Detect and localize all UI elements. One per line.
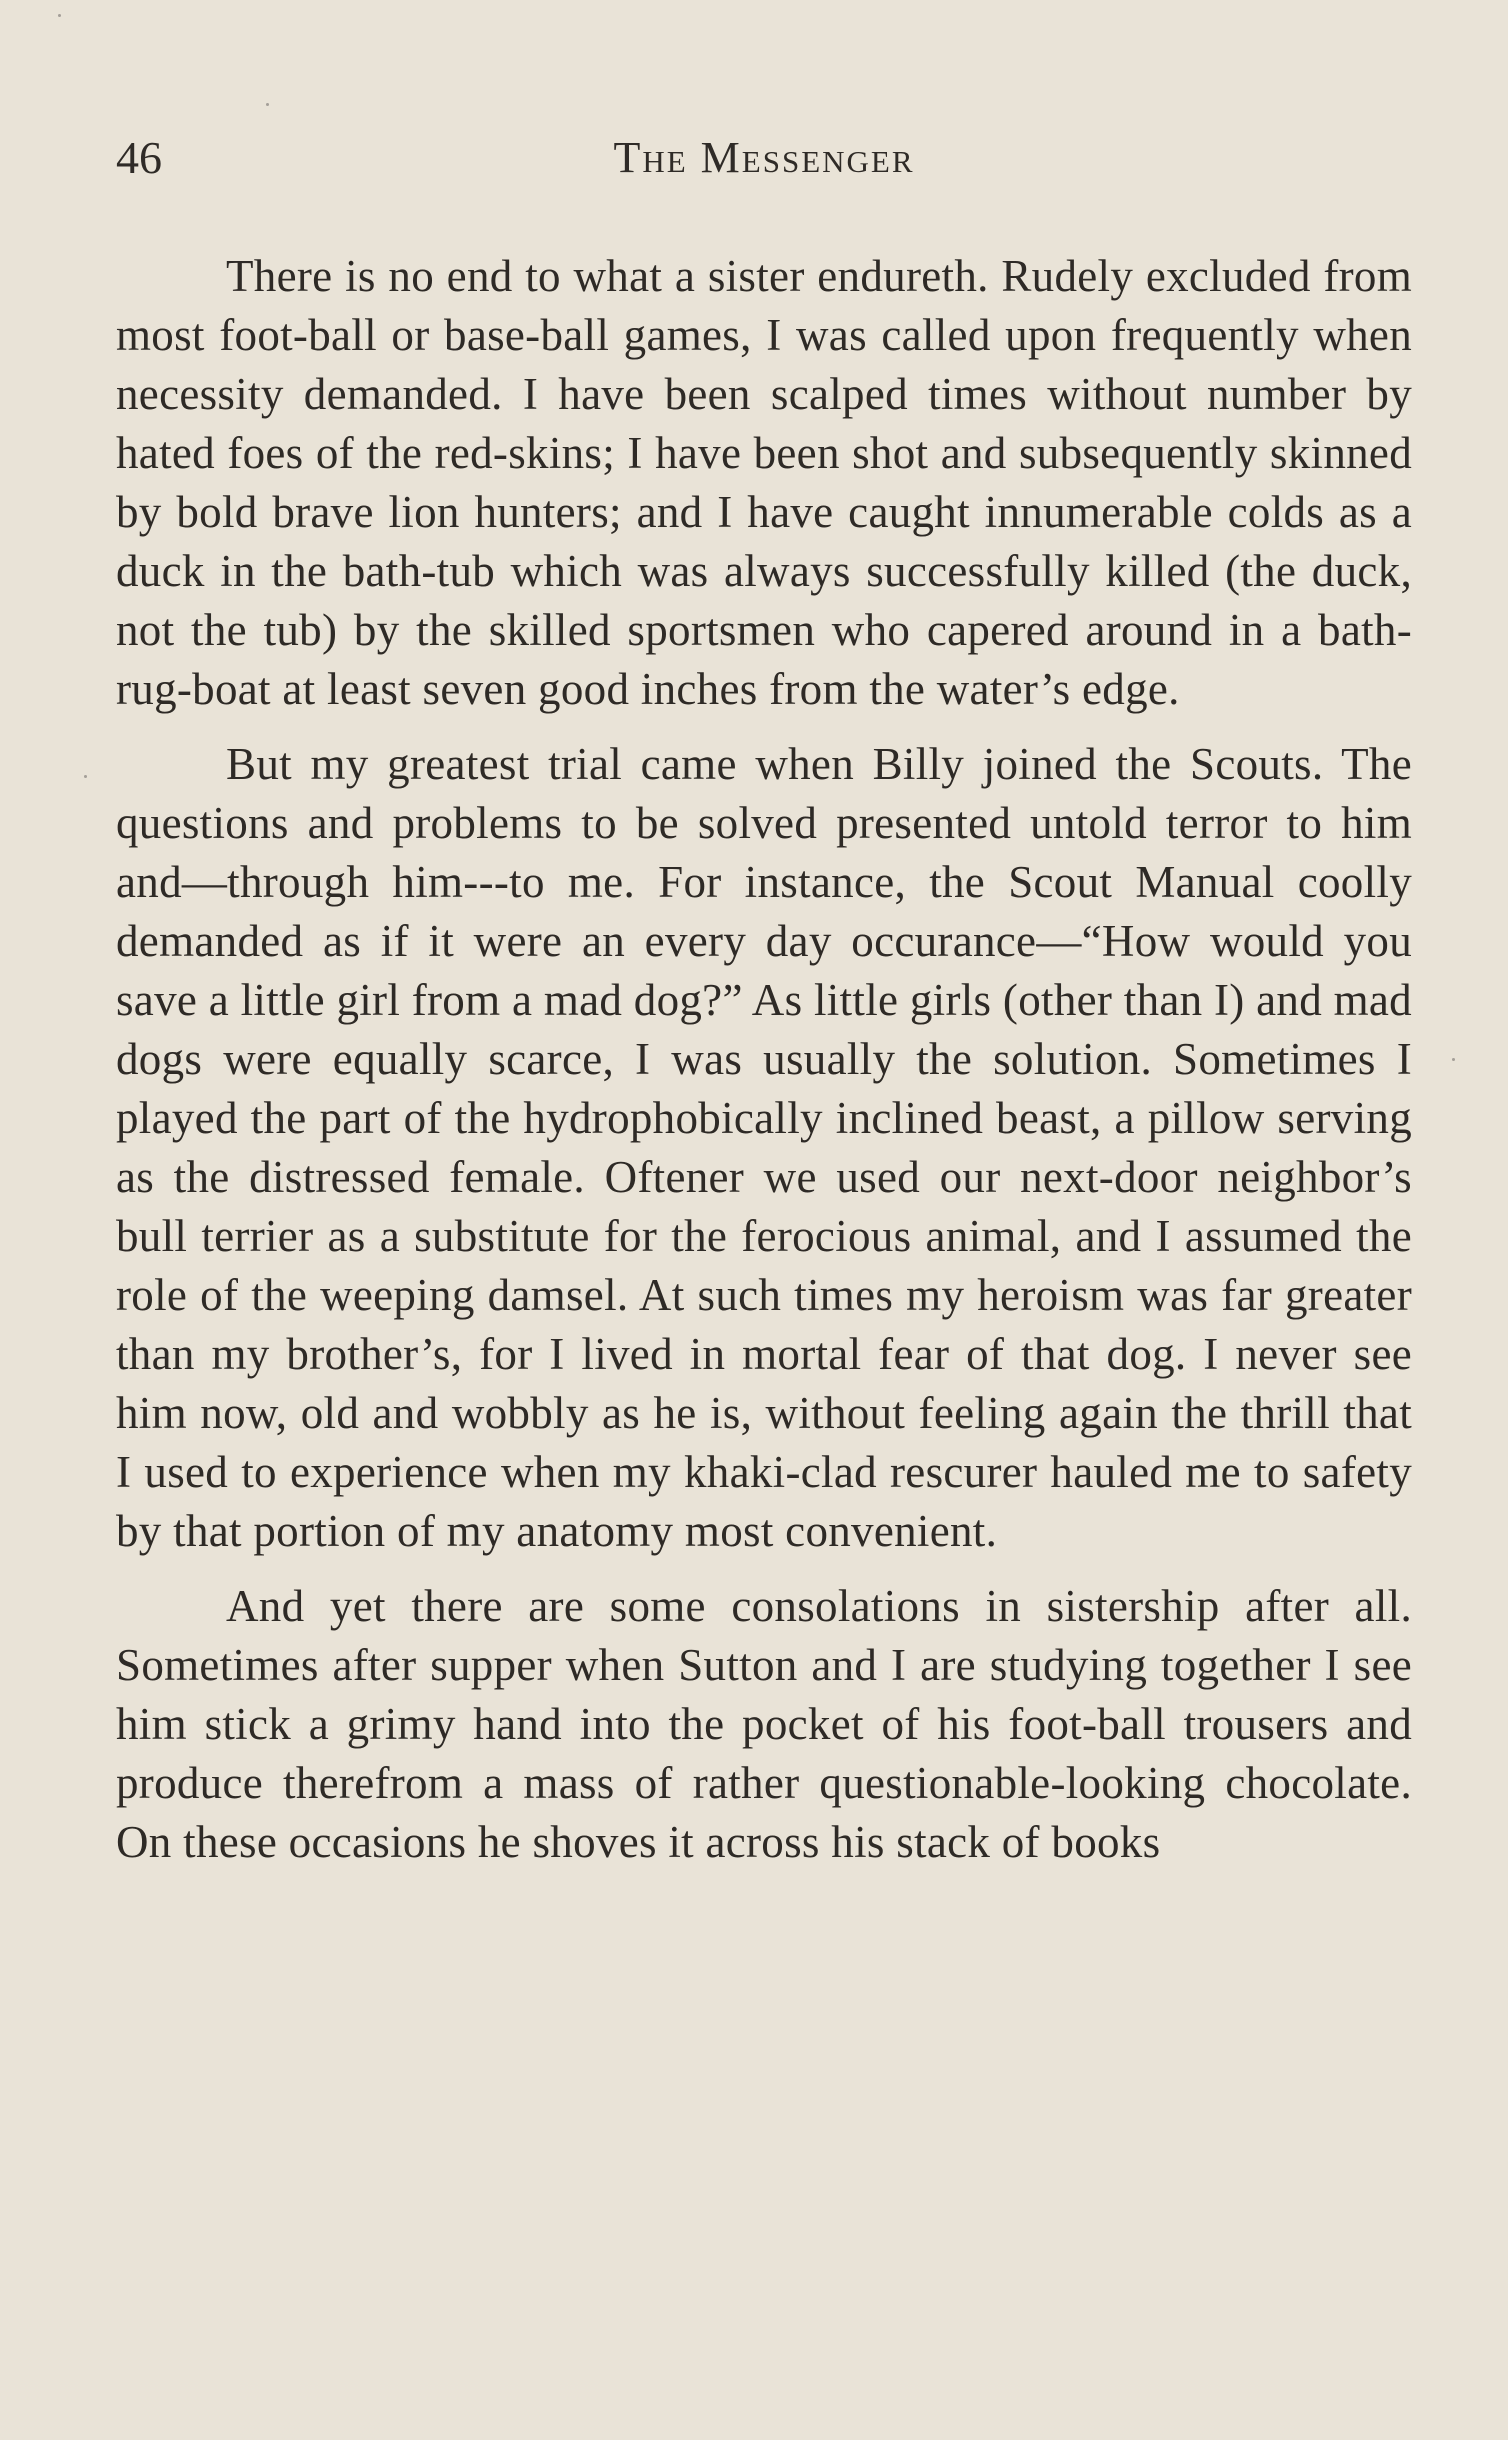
paper-speck xyxy=(1452,1058,1455,1061)
paragraph: And yet there are some consolations in sistership after all. Sometimes after supper when Sutton and I are studying together I see him stick a grimy hand into the pocket of his foot-ball trousers and produce therefrom a mass of rather questionable-looking chocolate. On these occasions he shoves it across his stack of books xyxy=(116,1581,1412,1867)
paper-speck xyxy=(266,103,269,106)
paper-speck xyxy=(84,775,87,778)
paragraph: There is no end to what a sister endureth. Rudely excluded from most foot-ball or base-ball games, I was called upon frequently when necessity demanded. I have been scalped times without number by hated foes of the red-skins; I have been shot and subsequently skinned by bold brave lion hunters; and I have caught innumerable colds as a duck in the bath-tub which was always successfully killed (the duck, not the tub) by the skilled sportsmen who capered around in a bath-rug-boat at least seven good inches from the water’s edge. xyxy=(116,251,1412,714)
page-header xyxy=(116,128,1412,188)
paragraph: But my greatest trial came when Billy joined the Scouts. The questions and problems to be solved presented untold terror to him and—through him---to me. For instance, the Scout Manual coolly demanded as if it were an every day occurance—“How would you save a little girl from a mad dog?” As little girls (other than I) and mad dogs were equally scarce, I was usually the solution. Sometimes I played the part of the hydrophobically inclined beast, a pillow serving as the distressed female. Oftener we used our next-door neighbor’s bull terrier as a substitute for the ferocious animal, and I assumed the role of the weeping damsel. At such times my heroism was far greater than my brother’s, for I lived in mortal fear of that dog. I never see him now, old and wobbly as he is, without feeling again the thrill that I used to experience when my khaki-clad rescurer hauled me to safety by that portion of my anatomy most convenient. xyxy=(116,739,1412,1556)
running-title: The Messenger xyxy=(613,133,915,182)
page-number: 46 xyxy=(116,132,162,183)
body-text xyxy=(116,247,1412,1872)
paper-speck xyxy=(58,14,61,17)
